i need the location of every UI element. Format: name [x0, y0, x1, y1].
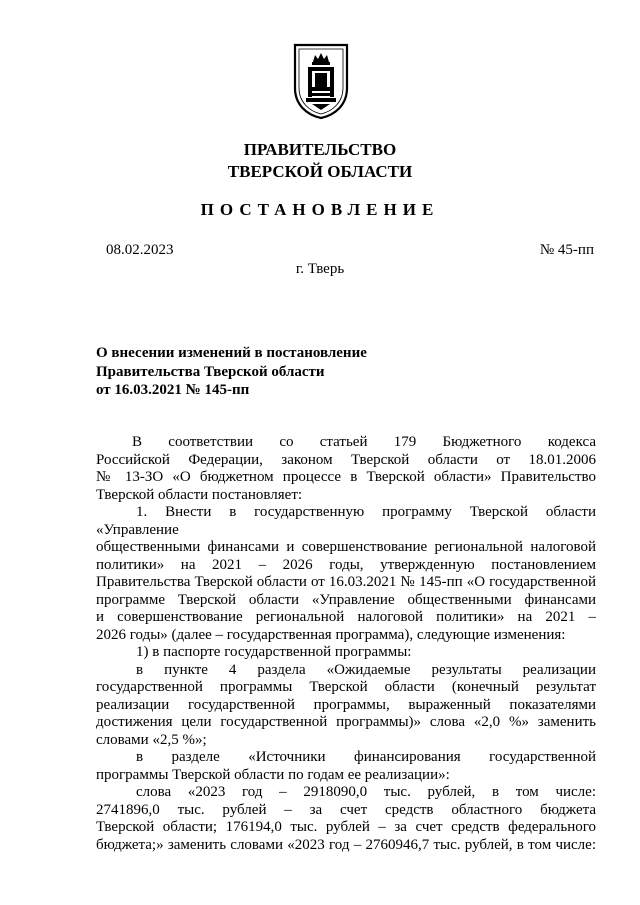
- document-city: г. Тверь: [295, 261, 345, 277]
- body-line: Тверской области постановляет:: [96, 486, 303, 503]
- body-line: в разделе «Источники финансирования государственной: [136, 749, 596, 765]
- document-subject: [96, 344, 367, 400]
- body-line: 1. Внести в государственную программу Тверской области «Управление: [96, 504, 596, 538]
- body-line: в пункте 4 раздела «Ожидаемые результаты реализации: [136, 661, 596, 678]
- body-line: Тверской области; 176194,0 тыс. рублей – за счет средств федерального: [96, 819, 596, 835]
- subject-line: О внесении изменений в постановление: [96, 345, 367, 361]
- body-line: общественными финансами и совершенствование региональной налоговой: [96, 539, 596, 555]
- coat-of-arms-emblem: [292, 42, 350, 120]
- body-line: словами «2,5 %»;: [96, 731, 207, 748]
- body-line: достижения цели государственной программы)» слова «2,0 %» заменить: [96, 714, 596, 730]
- document-date: 08.02.2023: [106, 242, 174, 258]
- subject-line: от 16.03.2021 № 145-пп: [96, 382, 250, 398]
- body-line: 2741896,0 тыс. рублей – за счет средств областного бюджета: [96, 801, 596, 818]
- body-line: реализации государственной программы, выраженный показателями: [96, 696, 596, 713]
- government-name-line1: ПРАВИТЕЛЬСТВО: [243, 140, 397, 159]
- body-line: 2026 годы» (далее – государственная программа), следующие изменения:: [96, 626, 566, 643]
- body-line: программе Тверской области «Управление общественными финансами: [96, 591, 596, 608]
- body-line: государственной программы Тверской области (конечный результат: [96, 679, 596, 695]
- body-line: Правительства Тверской области от 16.03.2021 № 145-пп «О государственной: [96, 574, 596, 590]
- body-line: 1) в паспорте государственной программы:: [136, 644, 412, 660]
- body-line: программы Тверской области по годам ее реализации»:: [96, 766, 450, 783]
- body-line: В соответствии со статьей 179 Бюджетного кодекса: [132, 434, 596, 450]
- body-line: слова «2023 год – 2918090,0 тыс. рублей, в том числе:: [136, 784, 596, 800]
- subject-line: Правительства Тверской области: [96, 363, 325, 380]
- document-type: ПОСТАНОВЛЕНИЕ: [200, 200, 440, 219]
- document-body: [96, 434, 596, 854]
- body-line: Российской Федерации, законом Тверской области от 18.01.2006: [96, 451, 596, 468]
- body-line: и совершенствование региональной налоговой политики» на 2021 –: [96, 609, 596, 625]
- body-line: политики» на 2021 – 2026 годы, утвержденную постановлением: [96, 556, 596, 573]
- document-number: № 45-пп: [539, 242, 594, 258]
- body-line: № 13-ЗО «О бюджетном процессе в Тверской области» Правительство: [96, 469, 596, 485]
- government-name-line2: ТВЕРСКОЙ ОБЛАСТИ: [227, 162, 413, 181]
- body-line: бюджета;» заменить словами «2023 год – 2760946,7 тыс. рублей, в том числе:: [96, 836, 596, 853]
